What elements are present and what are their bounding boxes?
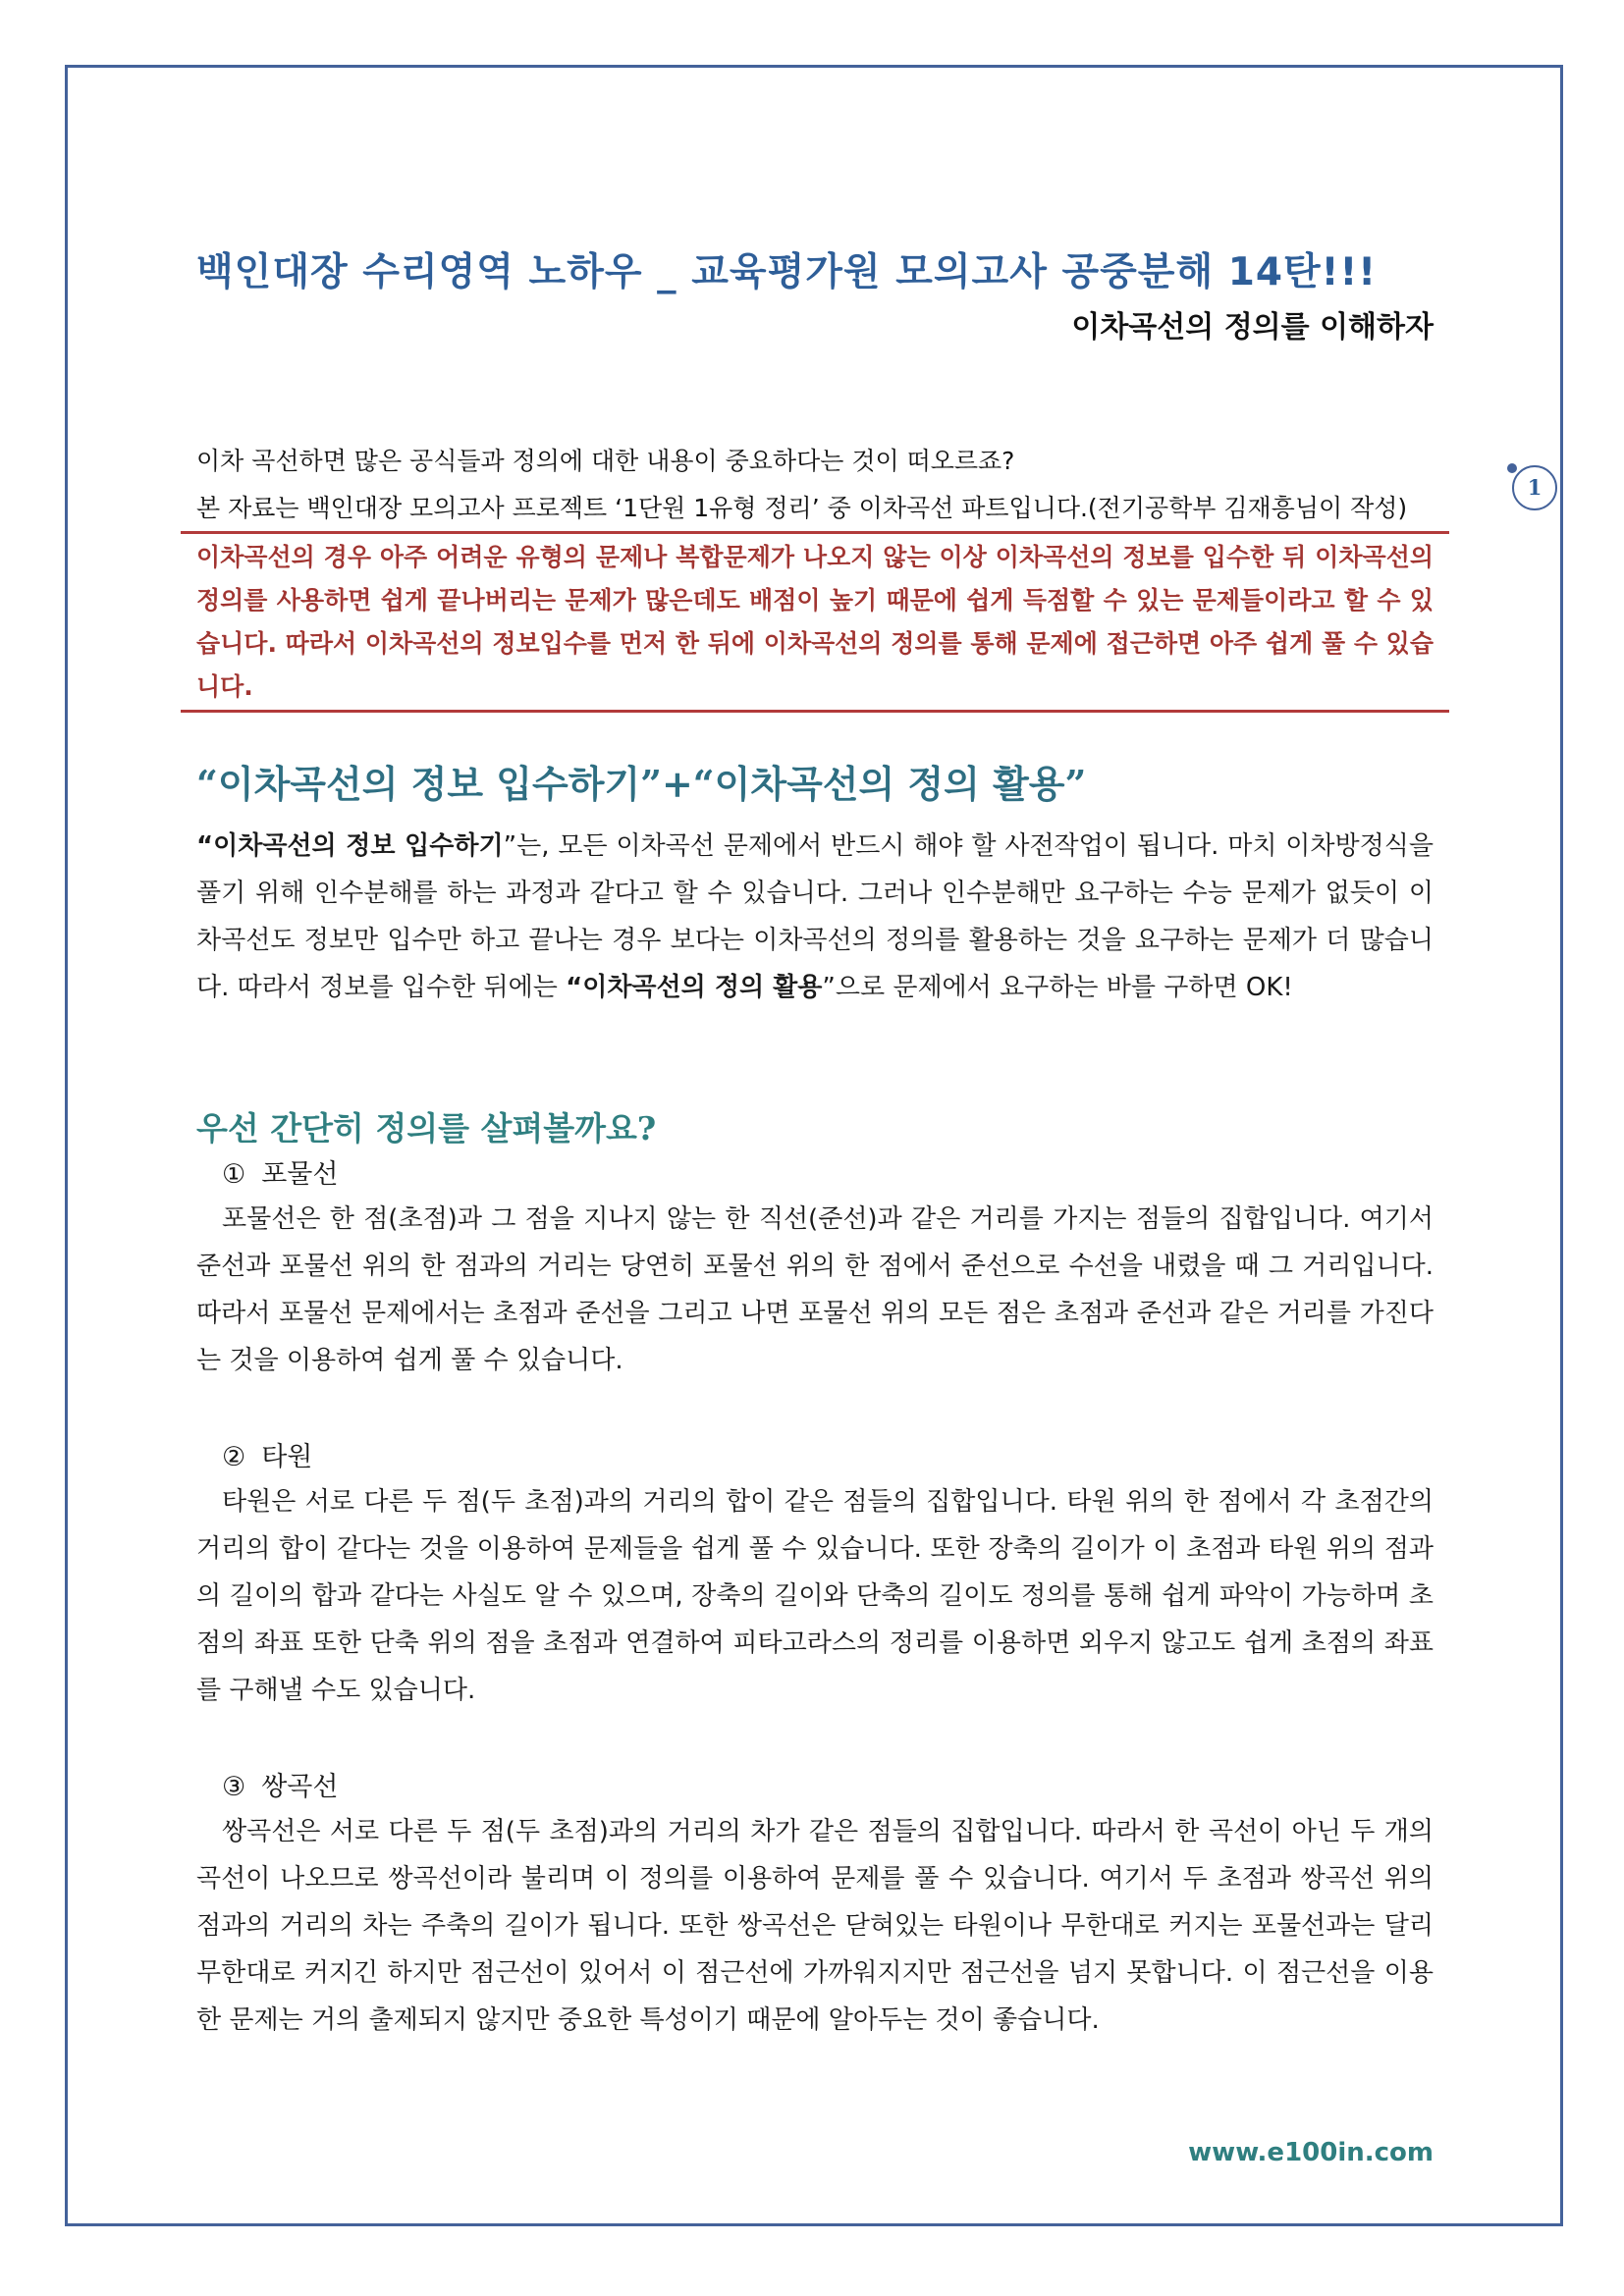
definition-text-parabola — [196, 1196, 1434, 1384]
definition-text-ellipse — [196, 1478, 1434, 1714]
definition-text-hyperbola — [196, 1808, 1434, 2044]
callout-bottom-rule — [181, 710, 1449, 713]
callout-text: 이차곡선의 경우 아주 어려운 유형의 문제나 복합문제가 나오지 않는 이상 이차곡선의 정보를 입수한 뒤 이차곡선의 정의를 사용하면 쉽게 끝나버리는 문제가 많은데도 배점이 높기 때문에 쉽게 득점할 수 있는 문제들이라고 할 수 있습니다. 따라서 이차곡선의 정보입수를 먼저 한 뒤에 이차곡선의 정의를 통해 문제에 접근하면 아주 쉽게 풀 수 있습니다. — [196, 543, 1434, 701]
section-paragraph — [196, 823, 1434, 1011]
paragraph: 포물선은 한 점(초점)과 그 점을 지나지 않는 한 직선(준선)과 같은 거리를 가지는 점들의 집합입니다. 여기서 준선과 포물선 위의 한 점과의 거리는 당연히 포물선 위의 한 점에서 준선으로 수선을 내렸을 때 그 거리입니다. 따라서 포물선 문제에서는 초점과 준선을 그리고 나면 포물선 위의 모든 점은 초점과 준선과 같은 거리를 가진다는 것을 이용하여 쉽게 풀 수 있습니다. — [196, 1204, 1434, 1375]
intro-block — [196, 438, 1434, 532]
paragraph: 쌍곡선은 서로 다른 두 점(두 초점)과의 거리의 차가 같은 점들의 집합입니다. 따라서 한 곡선이 아닌 두 개의 곡선이 나오므로 쌍곡선이라 불리며 이 정의를 이용하여 문제를 풀 수 있습니다. 여기서 두 초점과 쌍곡선 위의 점과의 거리의 차는 주축의 길이가 됩니다. 또한 쌍곡선은 닫혀있는 타원이나 무한대로 커지는 포물선과는 달리 무한대로 커지긴 하지만 점근선이 있어서 이 점근선에 가까워지지만 점근선을 넘지 못합니다. 이 점근선을 이용한 문제는 거의 출제되지 않지만 중요한 특성이기 때문에 알아두는 것이 좋습니다. — [196, 1817, 1434, 2035]
definition-label-ellipse — [222, 1435, 312, 1473]
page-title: 백인대장 수리영역 노하우 _ 교육평가원 모의고사 공중분해 14탄!!! — [196, 250, 1378, 294]
page-number-badge: 1 — [1512, 465, 1557, 510]
section-heading: “이차곡선의 정보 입수하기”+“이차곡선의 정의 활용” — [196, 762, 1087, 806]
bold-phrase-2: “이차곡선의 정의 활용 — [566, 973, 823, 1002]
intro-line-2: 본 자료는 백인대장 모의고사 프로젝트 ‘1단원 1유형 정리’ 중 이차곡선 파트입니다.(전기공학부 김재흥님이 작성) — [196, 494, 1408, 522]
page-subtitle: 이차곡선의 정의를 이해하자 — [1071, 310, 1434, 345]
item-label-text: 타원 — [261, 1442, 313, 1472]
definitions-heading: 우선 간단히 정의를 살펴볼까요? — [196, 1109, 657, 1148]
definition-label-hyperbola — [222, 1765, 338, 1803]
footer-url[interactable]: www.e100in.com — [1188, 2138, 1434, 2167]
definition-label-parabola — [222, 1152, 338, 1191]
section-text-1: ”는, 모든 이차곡선 문제에서 반드시 해야 할 사전작업이 됩니다. 마치 이차방정식을 풀기 위해 인수분해를 하는 과정과 같다고 할 수 있습니다. 그러나 인수분해만 요구하는 수능 문제가 없듯이 이차곡선도 정보만 입수만 하고 끝나는 경우 보다는 이차곡선의 정의를 활용하는 것을 요구하는 문제가 더 많습니다. 따라서 정보를 입수한 뒤에는 — [196, 831, 1435, 1002]
page-number-dot — [1507, 463, 1517, 473]
bold-phrase-1: “이차곡선의 정보 입수하기 — [196, 831, 504, 861]
paragraph: 타원은 서로 다른 두 점(두 초점)과의 거리의 합이 같은 점들의 집합입니다. 타원 위의 한 점에서 각 초점간의 거리의 합이 같다는 것을 이용하여 문제들을 쉽게 풀 수 있습니다. 또한 장축의 길이가 이 초점과 타원 위의 점과의 길이의 합과 같다는 사실도 알 수 있으며, 장축의 길이와 단축의 길이도 정의를 통해 쉽게 파악이 가능하며 초점의 좌표 또한 단축 위의 점을 초점과 연결하여 피타고라스의 정리를 이용하면 외우지 않고도 쉽게 초점의 좌표를 구해낼 수도 있습니다. — [196, 1487, 1434, 1705]
intro-line-1: 이차 곡선하면 많은 공식들과 정의에 대한 내용이 중요하다는 것이 떠오르죠? — [196, 447, 1015, 475]
item-number: ② — [222, 1442, 246, 1472]
item-number: ③ — [222, 1772, 246, 1802]
item-label-text: 쌍곡선 — [261, 1772, 339, 1802]
callout-top-rule — [181, 531, 1449, 534]
item-label-text: 포물선 — [261, 1159, 339, 1190]
section-text-2: ”으로 문제에서 요구하는 바를 구하면 OK! — [822, 973, 1293, 1002]
item-number: ① — [222, 1159, 246, 1190]
